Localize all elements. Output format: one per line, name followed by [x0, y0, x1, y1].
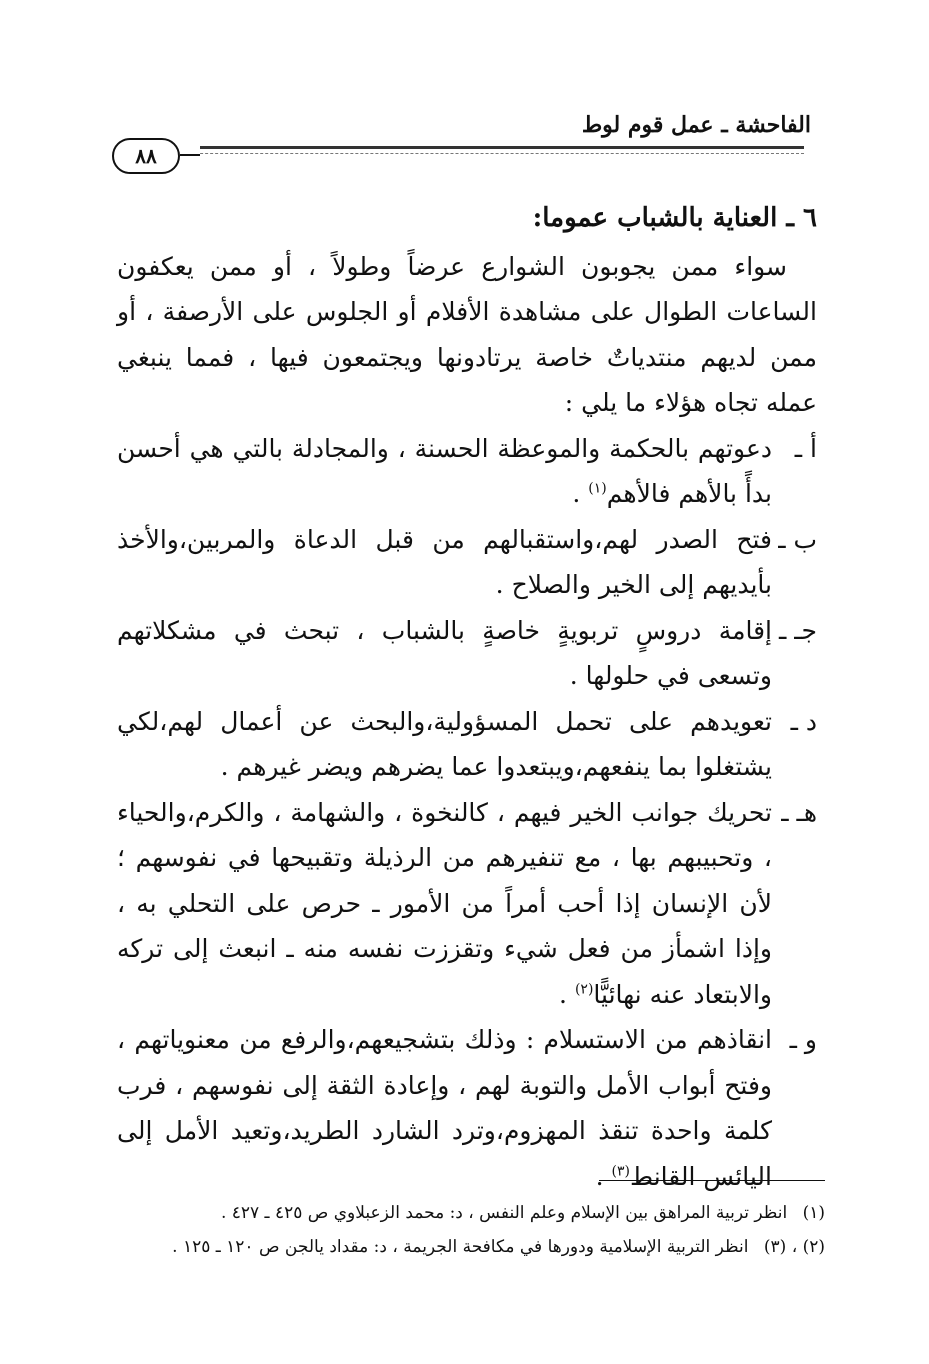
item-marker: هـ ـ: [781, 797, 817, 827]
footnote-text: انظر التربية الإسلامية ودورها في مكافحة الجريمة ، د: مقداد يالجن ص ١٢٠ ـ ١٢٥ .: [172, 1237, 749, 1257]
item-marker: جـ ـ: [778, 615, 817, 645]
footnote-ref: (٣): [611, 1163, 630, 1180]
footnote-separator: [599, 1180, 825, 1181]
item-text: فتح الصدر لهم،واستقبالهم من قبل الدعاة والمربين،والأخذ بأيديهم إلى الخير والصلاح .: [117, 524, 772, 599]
item-marker: أ ـ: [794, 433, 817, 463]
item-end: .: [595, 1161, 612, 1191]
footnote-number: (٢) ، (٣): [763, 1237, 825, 1257]
item-marker: ب ـ: [778, 524, 817, 554]
list-item: [117, 608, 817, 699]
running-title: الفاحشة ـ عمل قوم لوط: [581, 112, 811, 138]
item-text: دعوتهم بالحكمة والموعظة الحسنة ، والمجادلة بالتي هي أحسن بدأً بالأهم فالأهم: [117, 433, 772, 508]
footnotes: [105, 1196, 825, 1264]
item-text: تحريك جوانب الخير فيهم ، كالنخوة ، والشهامة ، والكرم،والحياء ، وتحبيبهم بها ، مع تنفيرهم من الرذيلة وتقبيحها في نفوسهم ؛ لأن الإنسان إذا أحب أمراً من الأمور ـ حرص على التحلي به ، وإذا اشمأز من فعل شيء وتقززت نفسه منه ـ انبعث إلى تركه والابتعاد عنه نهائيًّا: [117, 797, 772, 1009]
item-text: إقامة دروسٍ تربويةٍ خاصةٍ بالشباب ، تبحث في مشكلاتهم وتسعى في حلولها .: [117, 615, 772, 690]
intro-paragraph: سواء ممن يجوبون الشوارع عرضاً وطولاً ، أو ممن يعكفون الساعات الطوال على مشاهدة الأفلام أو الجلوس على الأرصفة ، أو ممن لديهم منتدياتٌ خاصة يرتادونها ويجتمعون فيها ، فمما ينبغي عمله تجاه هؤلاء ما يلي :: [117, 251, 817, 417]
list-item: [117, 426, 817, 517]
footnote: [105, 1196, 825, 1230]
item-end: .: [572, 479, 589, 508]
list-item: [117, 517, 817, 608]
list-item: [117, 699, 817, 790]
list-item: [117, 790, 817, 1018]
item-marker: د ـ: [790, 706, 817, 736]
item-marker: و ـ: [789, 1025, 817, 1054]
footnote-number: (١): [802, 1203, 825, 1223]
header-rule-dashed: [125, 153, 804, 154]
item-text: تعويدهم على تحمل المسؤولية،والبحث عن أعمال لهم،لكي يشتغلوا بما ينفعهم،ويبتعدوا عما يضرهم ويضر غيرهم .: [117, 706, 772, 781]
main-text: [117, 196, 817, 1199]
item-text: انقاذهم من الاستسلام : وذلك بتشجيعهم،والرفع من معنوياتهم ، وفتح أبواب الأمل والتوبة لهم ، وإعادة الثقة إلى نفوسهم ، فرب كلمة واحدة تنقذ المهزوم،وترد الشارد الطريد،وتعيد الأمل إلى اليائس القانط: [117, 1025, 772, 1191]
footnote: [105, 1230, 825, 1264]
footnote-ref: (١): [588, 480, 607, 497]
item-list: [117, 426, 817, 1200]
page-number-tail: [180, 154, 200, 156]
footnote-text: انظر تربية المراهق بين الإسلام وعلم النفس ، د: محمد الزعبلاوي ص ٤٢٥ ـ ٤٢٧ .: [220, 1203, 788, 1223]
footnote-ref: (٢): [574, 981, 594, 998]
list-item: [117, 1017, 817, 1199]
header-rule: [125, 146, 804, 149]
page-number: ٨٨: [112, 138, 180, 174]
item-end: .: [559, 979, 575, 1009]
section-heading: ٦ ـ العناية بالشباب عموما:: [532, 203, 817, 233]
